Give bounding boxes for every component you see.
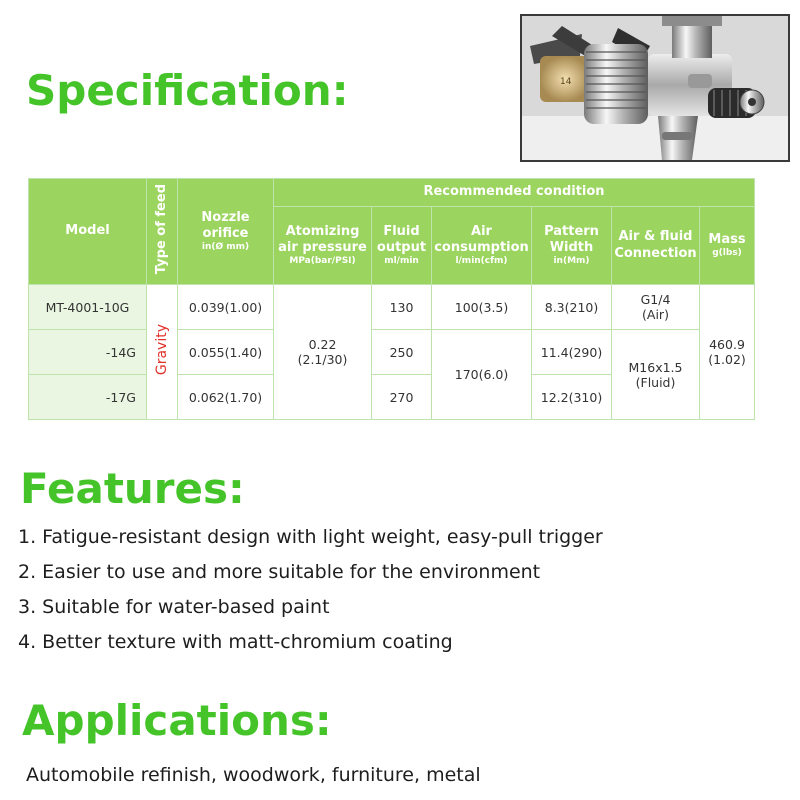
applications-text: Automobile refinish, woodwork, furniture, metal — [26, 764, 481, 786]
pattern-width-cell: 11.4(290) — [532, 330, 612, 375]
air-connection-cell: G1/4 (Air) — [612, 285, 700, 330]
table-row — [29, 285, 755, 330]
list-item: 2. Easier to use and more suitable for the environment — [18, 561, 541, 583]
fluid-output-cell: 270 — [372, 375, 432, 420]
header-recommended-condition: Recommended condition — [274, 179, 755, 207]
feed-type-cell: Gravity — [147, 285, 178, 420]
model-cell: MT-4001-10G — [29, 285, 147, 330]
applications-heading: Applications: — [22, 696, 332, 745]
nozzle-cell: 0.055(1.40) — [178, 330, 274, 375]
fluid-connection-cell: M16x1.5 (Fluid) — [612, 330, 700, 420]
header-atomizing-pressure: Atomizing air pressure MPa(bar/PSI) — [274, 207, 372, 285]
model-cell: -14G — [29, 330, 147, 375]
spray-gun-photo — [520, 14, 790, 162]
list-item: 4. Better texture with matt-chromium coating — [18, 631, 453, 653]
air-consumption-cell: 170(6.0) — [432, 330, 532, 420]
specification-table — [28, 178, 755, 420]
list-item: 1. Fatigue-resistant design with light weight, easy-pull trigger — [18, 526, 603, 548]
pattern-width-cell: 8.3(210) — [532, 285, 612, 330]
pattern-width-cell: 12.2(310) — [532, 375, 612, 420]
header-model: Model — [29, 179, 147, 285]
model-cell: -17G — [29, 375, 147, 420]
nozzle-cell: 0.062(1.70) — [178, 375, 274, 420]
features-list — [18, 520, 603, 660]
mass-value-cell: 460.9 (1.02) — [700, 285, 755, 420]
header-pattern-width: Pattern Width in(Mm) — [532, 207, 612, 285]
header-connection: Air & fluid Connection — [612, 207, 700, 285]
fluid-output-cell: 250 — [372, 330, 432, 375]
header-nozzle-label: Nozzle orifice — [201, 209, 250, 241]
header-nozzle-orifice — [178, 179, 274, 285]
header-air-consumption: Air consumption l/min(cfm) — [432, 207, 532, 285]
header-type-of-feed: Type of feed — [147, 179, 178, 285]
header-fluid-output: Fluid output ml/min — [372, 207, 432, 285]
nozzle-marking: 14 — [560, 77, 572, 87]
table-row — [29, 330, 755, 375]
fluid-output-cell: 130 — [372, 285, 432, 330]
features-heading: Features: — [20, 464, 245, 513]
nozzle-cell: 0.039(1.00) — [178, 285, 274, 330]
spray-gun-illustration — [522, 16, 788, 160]
specification-heading: Specification: — [26, 66, 349, 115]
header-nozzle-unit: in(Ø mm) — [201, 242, 250, 253]
atomizing-value-cell: 0.22 (2.1/30) — [274, 285, 372, 420]
header-mass: Mass g(lbs) — [700, 207, 755, 285]
air-consumption-cell: 100(3.5) — [432, 285, 532, 330]
list-item: 3. Suitable for water-based paint — [18, 596, 330, 618]
